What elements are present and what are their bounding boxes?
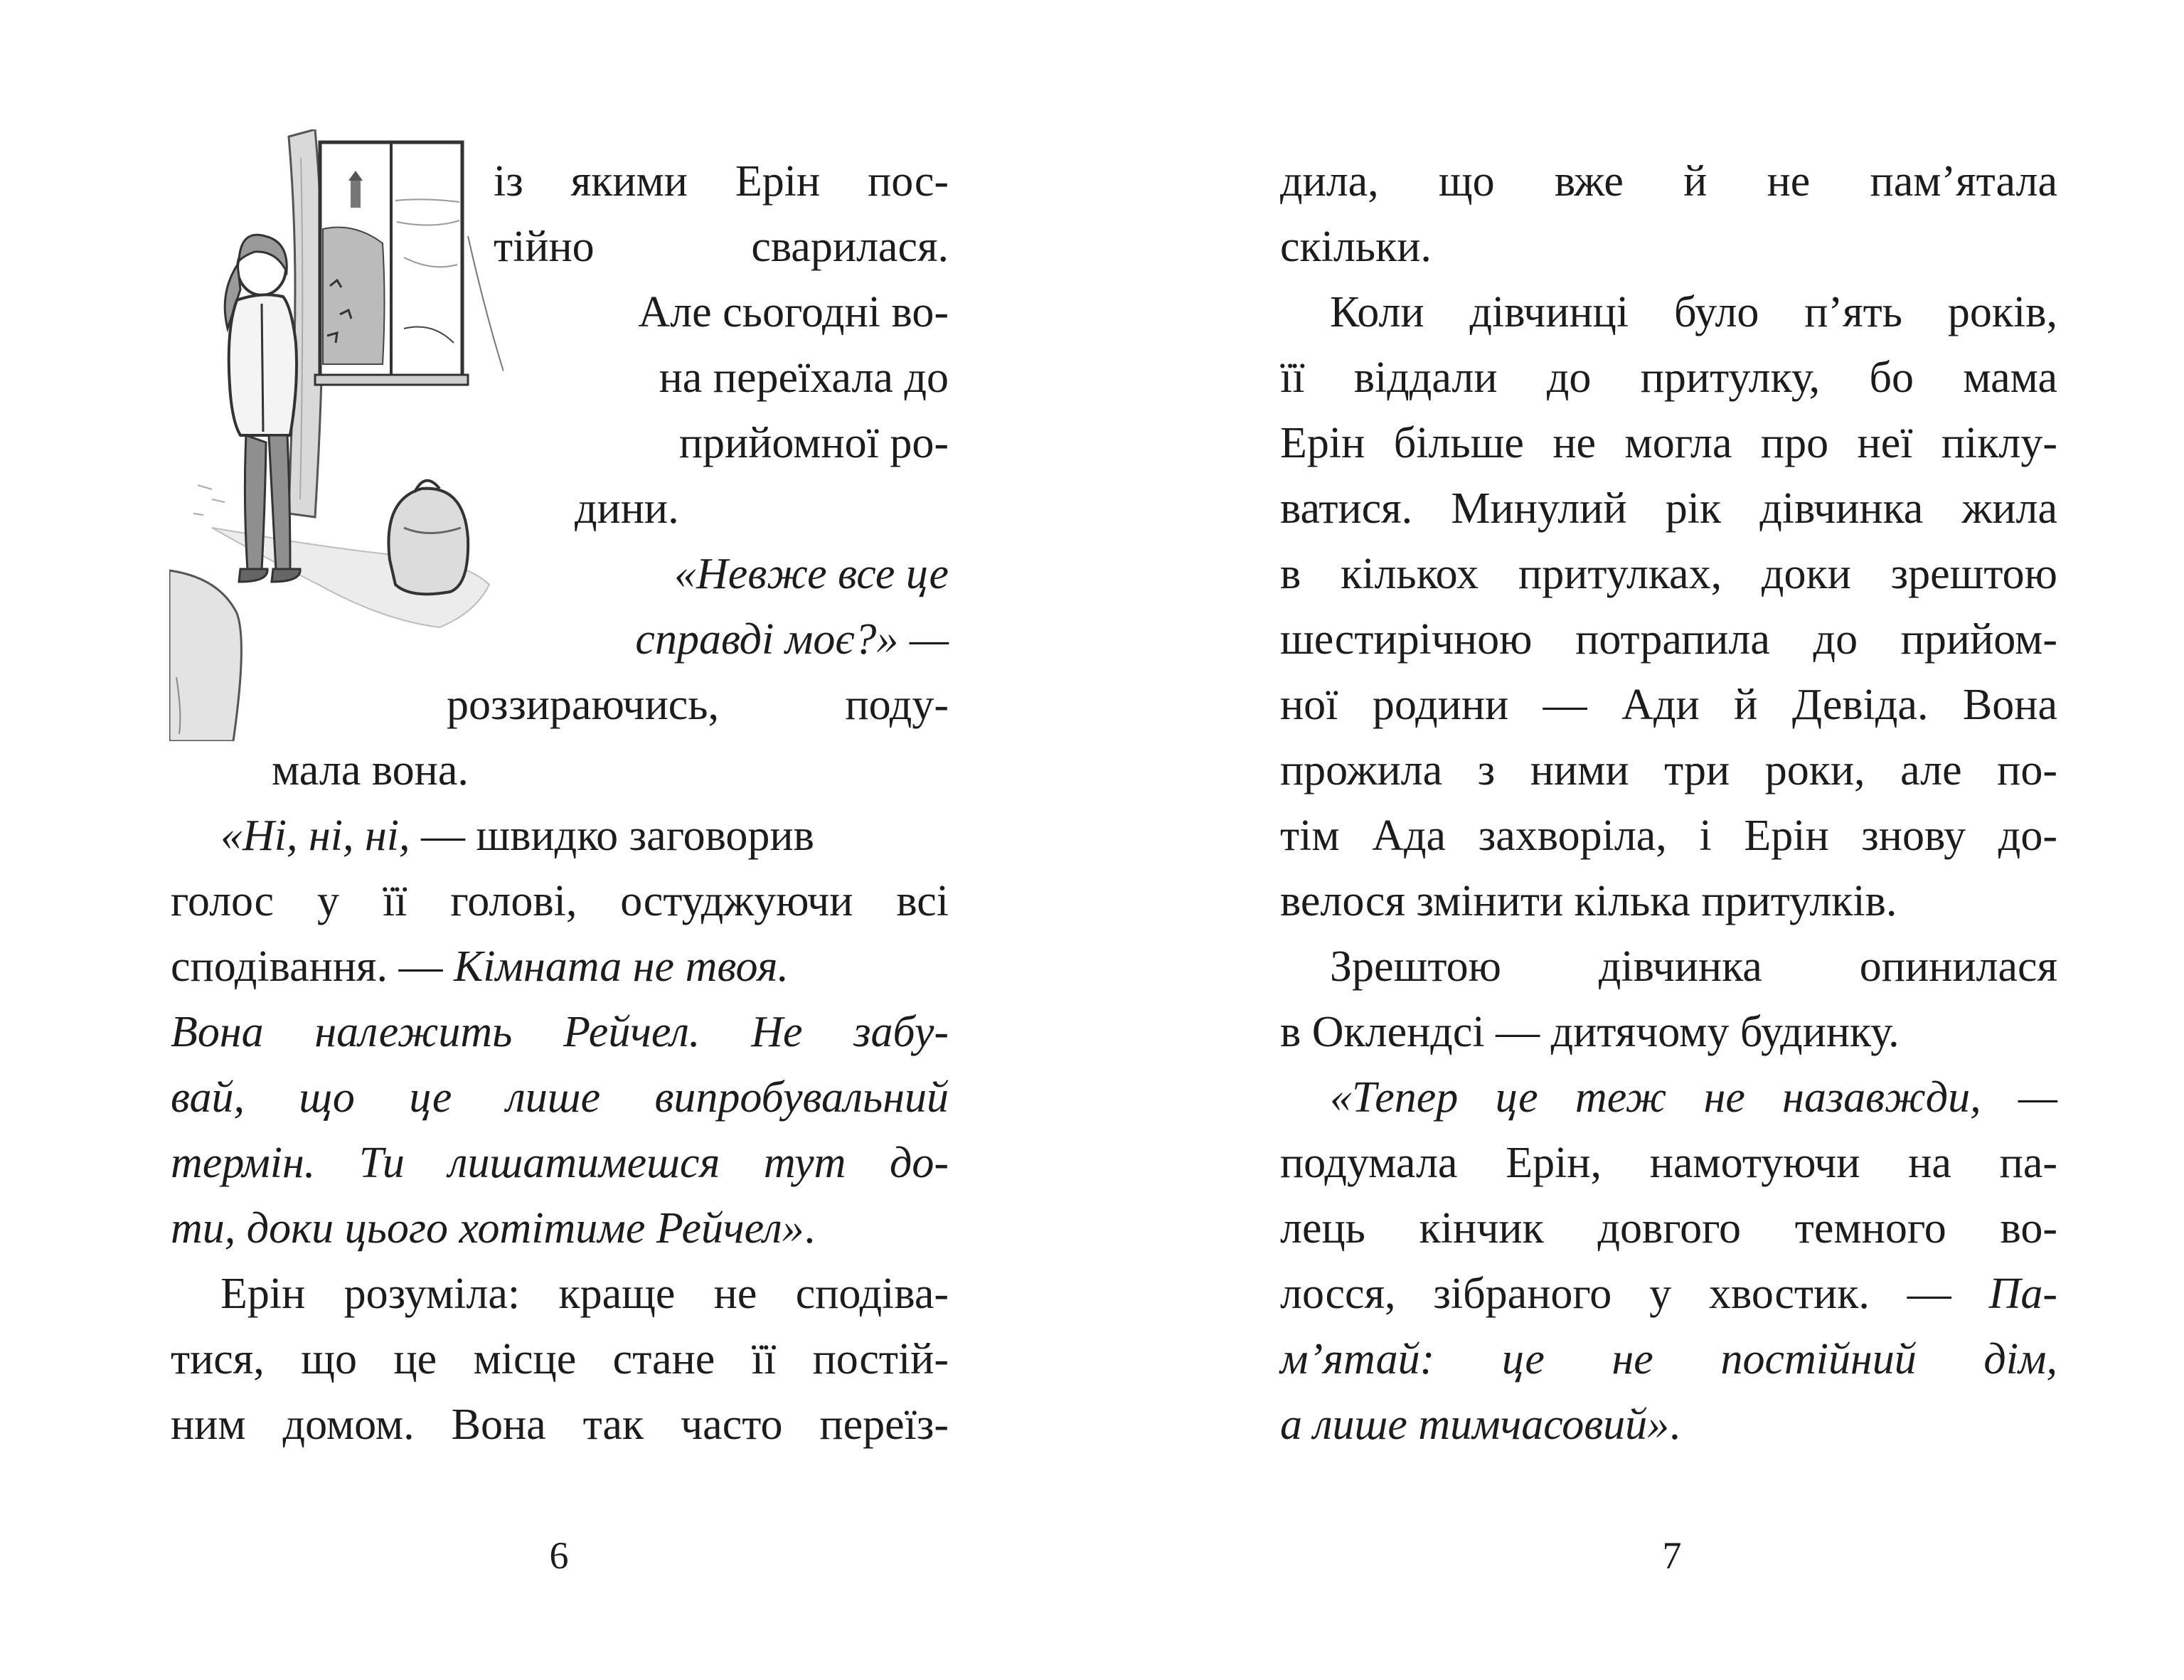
right-line-9: ної родини — Ади й Девіда. Вона [1280,681,2057,729]
left-line-5: прийомної ро- [678,419,949,467]
right-line-18 [1280,1272,2057,1322]
right-line-15 [1330,1075,2057,1125]
left-line-3: Але сьогодні во- [638,288,949,336]
right-line-4: її віддали до притулку, бо мама [1280,353,2057,402]
left-line-15-italic: вай, що це лише випробувальний [171,1073,949,1122]
left-line-7-text: «Невже все це [674,550,949,598]
right-line-14: в Оклендсі — дитячому будинку. [1280,1008,1900,1056]
right-line-10: прожила з ними три роки, але по- [1280,746,2057,794]
right-line-13: Зрештою дівчинка опинилася [1330,942,2057,991]
left-line-16 [171,1141,949,1191]
right-line-19-italic: м’ятай: це не постійний дім, [1280,1335,2057,1383]
left-line-1: із якими Ерін пос- [494,157,949,206]
left-line-15 [171,1075,949,1125]
right-line-7: в кількох притулках, доки зрештою [1280,550,2057,598]
page-number-right: 7 [1662,1534,1682,1577]
right-line-18-text: лосся, зібраного у хвостик. — [1280,1270,1989,1318]
right-line-20-italic: а лише тимчасовий» [1280,1400,1670,1449]
left-line-17 [171,1206,949,1256]
right-page [1092,0,2184,1680]
left-line-8-text: справді моє?» — [635,615,949,664]
left-line-17-text: . [804,1204,816,1253]
right-line-18-italic: Па- [1988,1270,2057,1318]
right-line-20 [1280,1400,2057,1452]
left-line-11-text: — швидко заговорив [410,812,814,860]
right-line-3: Коли дівчинці було п’ять років, [1330,288,2057,336]
left-line-20: ним домом. Вона так часто переїз- [171,1400,949,1449]
right-line-1: дила, що вже й не пам’ятала [1280,157,2057,206]
right-line-6: ватися. Минулий рік дівчинка жила [1280,484,2057,533]
right-line-16: подумала Ерін, намотуючи на па- [1280,1139,2057,1187]
left-line-2: тійно сварилася. [494,223,949,271]
left-line-14-italic: Вона належить Рейчел. Не забу- [171,1008,949,1056]
right-line-15-italic: «Тепер це теж не назавжди, — [1330,1073,2057,1122]
girl-by-window-illustration [169,129,504,741]
left-line-10: мала вона. [272,746,469,794]
left-line-13 [171,942,949,994]
left-line-16-italic: термін. Ти лишатимешся тут до- [171,1139,949,1187]
right-line-12: велося змінити кілька притулків. [1280,877,1897,925]
right-line-2: скільки. [1280,223,1432,271]
left-line-19: тися, що це місце стане її постій- [171,1335,949,1383]
right-line-20-text: . [1669,1400,1680,1449]
left-line-13-italic: Кімната не твоя. [454,942,789,991]
left-line-6: дини. [575,484,679,533]
backpack [388,489,468,595]
left-line-14 [171,1010,949,1060]
left-line-12: голос у її голові, остуджуючи всі [171,877,949,925]
left-line-18: Ерін розуміла: краще не сподіва- [220,1270,949,1318]
page-number-left: 6 [549,1534,569,1577]
right-line-5: Ерін більше не могла про неї піклу- [1280,419,2057,467]
right-line-8: шестирічною потрапила до прийом- [1280,615,2057,664]
left-line-11 [220,814,949,863]
lighthouse [351,179,361,208]
right-line-19 [1280,1337,2057,1387]
girl-figure [225,235,300,582]
right-line-11: тім Ада захворіла, і Ерін знову до- [1280,812,2057,860]
left-line-4: на переїхала до [659,353,949,402]
left-line-11-italic: «Ні, ні, ні, [220,812,410,860]
left-line-9: роззираючись, поду- [447,681,949,729]
left-line-17-italic: ти, доки цього хотітиме Рейчел» [171,1204,804,1253]
left-line-8 [512,617,949,667]
left-line-13-text: сподівання. — [171,942,454,991]
right-line-17: лець кінчик довгого темного во- [1280,1204,2057,1253]
left-line-7 [494,552,949,602]
